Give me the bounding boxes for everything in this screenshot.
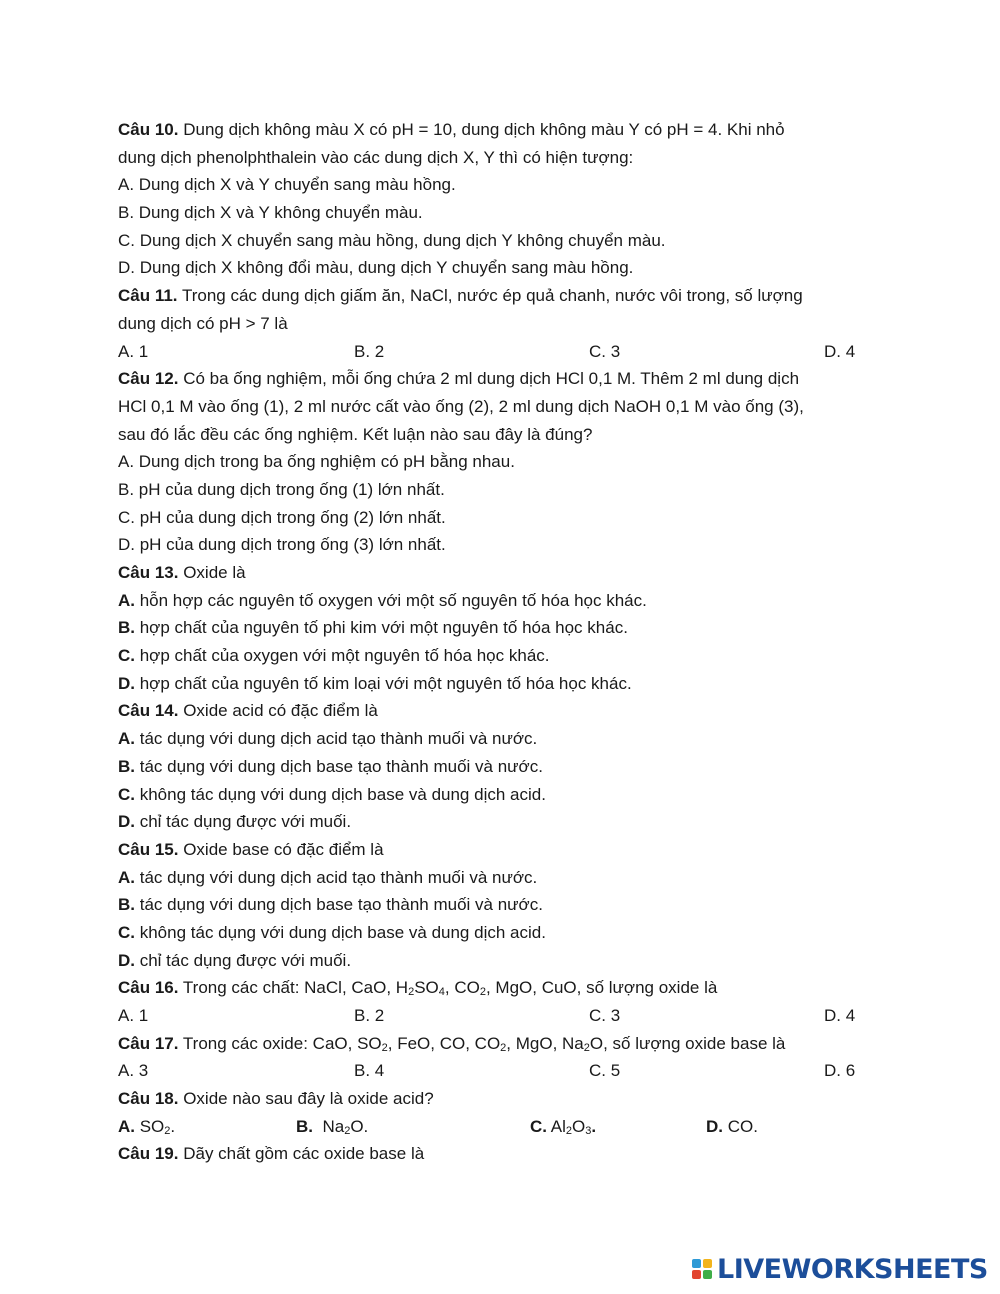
question-16-option-d[interactable]: D. 4 [824, 1006, 856, 1025]
question-13-option-c[interactable]: C. hợp chất của oxygen với một nguyên tố hóa học khác. [118, 646, 550, 666]
question-18-stem: Câu 18. Oxide nào sau đây là oxide acid? [118, 1089, 434, 1109]
question-number: Câu 19. [118, 1144, 179, 1164]
question-number: Câu 13. [118, 563, 179, 582]
question-18-option-a[interactable]: A. $SO_2$. [118, 1116, 176, 1137]
question-12-option-c[interactable]: C. pH của dung dịch trong ống (2) lớn nhất. [118, 507, 446, 527]
question-10-stem-cont: dung dịch phenolphthalein vào các dung dịch X, Y thì có hiện tượng: [118, 147, 634, 167]
question-10-option-a[interactable]: A. Dung dịch X và Y chuyển sang màu hồng. [118, 175, 456, 195]
question-18-option-d[interactable]: D. CO. [706, 1116, 758, 1136]
question-11-stem: Câu 11. Trong các dung dịch giấm ăn, NaCl, nước ép quả chanh, nước vôi trong, số lượng [118, 286, 803, 306]
question-number: Câu 15. [118, 839, 179, 859]
question-number: Câu 17. [118, 1033, 179, 1053]
question-number: Câu 16. [118, 978, 179, 998]
question-17-option-a[interactable]: A. 3 [118, 1061, 149, 1081]
question-12-stem: Câu 12. Có ba ống nghiệm, mỗi ống chứa 2 ml dung dịch HCl 0,1 M. Thêm 2 ml dung dịch [118, 369, 800, 389]
question-11-option-a[interactable]: A. 1 [118, 341, 149, 361]
question-11-option-d[interactable]: D. 4 [824, 341, 856, 361]
question-15-option-d[interactable]: D. chỉ tác dụng được với muối. [118, 950, 352, 970]
question-15-option-c[interactable]: C. không tác dụng với dung dịch base và dung dịch acid. [118, 922, 546, 942]
question-11-stem-cont: dung dịch có pH > 7 là [118, 313, 288, 333]
logo-mark-icon [692, 1259, 712, 1279]
question-14-option-a[interactable]: A. tác dụng với dung dịch acid tạo thành muối và nước. [118, 729, 538, 749]
logo-text: LIVEWORKSHEETS [717, 1253, 988, 1285]
question-14-option-c[interactable]: C. không tác dụng với dung dịch base và dung dịch acid. [118, 784, 546, 804]
question-number: Câu 10. [118, 120, 179, 139]
question-16-options [118, 1002, 878, 1030]
question-18-option-c[interactable]: C. $Al_2O_3$. [530, 1116, 597, 1137]
question-11-option-b[interactable]: B. 2 [354, 341, 385, 361]
question-10-option-b[interactable]: B. Dung dịch X và Y không chuyển màu. [118, 203, 423, 223]
question-11-options [118, 338, 878, 366]
question-11-option-c[interactable]: C. 3 [589, 341, 621, 361]
question-18-option-b[interactable]: B. $Na_2O$. [296, 1116, 369, 1137]
question-18-options [118, 1113, 878, 1141]
question-16-option-a[interactable]: A. 1 [118, 1006, 149, 1025]
question-number: Câu 18. [118, 1089, 179, 1109]
question-16-stem: Câu 16. Trong các chất: NaCl, CaO, $H_2SO_4$, $CO_2$, MgO, CuO, số lượng oxide là [118, 978, 718, 999]
question-13-option-d[interactable]: D. hợp chất của nguyên tố kim loại với một nguyên tố hóa học khác. [118, 673, 632, 693]
question-13-option-b[interactable]: B. hợp chất của nguyên tố phi kim với một nguyên tố hóa học khác. [118, 618, 628, 638]
question-16-option-c[interactable]: C. 3 [589, 1006, 621, 1025]
question-17-stem: Câu 17. Trong các oxide: CaO, $SO_2$, FeO, CO, $CO_2$, MgO, $Na_2O$, số lượng oxide base là [118, 1033, 786, 1054]
question-17-option-c[interactable]: C. 5 [589, 1061, 621, 1081]
question-number: Câu 14. [118, 701, 179, 721]
question-12-option-b[interactable]: B. pH của dung dịch trong ống (1) lớn nhất. [118, 479, 445, 499]
question-13-stem: Câu 13. Oxide là [118, 563, 246, 582]
question-number: Câu 11. [118, 286, 178, 306]
worksheet-page [118, 116, 878, 1168]
question-12-option-d[interactable]: D. pH của dung dịch trong ống (3) lớn nhất. [118, 535, 446, 555]
question-15-option-a[interactable]: A. tác dụng với dung dịch acid tạo thành muối và nước. [118, 867, 538, 887]
question-10-option-d[interactable]: D. Dung dịch X không đổi màu, dung dịch Y chuyển sang màu hồng. [118, 258, 634, 278]
question-17-options [118, 1057, 878, 1085]
question-17-option-b[interactable]: B. 4 [354, 1061, 385, 1081]
question-15-option-b[interactable]: B. tác dụng với dung dịch base tạo thành muối và nước. [118, 895, 543, 915]
question-14-option-b[interactable]: B. tác dụng với dung dịch base tạo thành muối và nước. [118, 756, 543, 776]
question-15-stem: Câu 15. Oxide base có đặc điểm là [118, 839, 384, 859]
question-number: Câu 12. [118, 369, 179, 389]
question-17-option-d[interactable]: D. 6 [824, 1061, 856, 1081]
question-16-option-b[interactable]: B. 2 [354, 1006, 385, 1025]
question-13-option-a[interactable]: A. hỗn hợp các nguyên tố oxygen với một số nguyên tố hóa học khác. [118, 590, 647, 610]
question-12-stem-cont: HCl 0,1 M vào ống (1), 2 ml nước cất vào ống (2), 2 ml dung dịch NaOH 0,1 M vào ống (3), [118, 396, 804, 416]
question-10-stem: Câu 10. Dung dịch không màu X có pH = 10, dung dịch không màu Y có pH = 4. Khi nhỏ [118, 120, 785, 139]
question-19-stem: Câu 19. Dãy chất gồm các oxide base là [118, 1144, 425, 1164]
question-10-option-c[interactable]: C. Dung dịch X chuyển sang màu hồng, dung dịch Y không chuyển màu. [118, 230, 666, 250]
question-14-stem: Câu 14. Oxide acid có đặc điểm là [118, 701, 378, 721]
question-14-option-d[interactable]: D. chỉ tác dụng được với muối. [118, 812, 352, 832]
question-12-stem-cont: sau đó lắc đều các ống nghiệm. Kết luận nào sau đây là đúng? [118, 424, 593, 444]
liveworksheets-logo[interactable] [692, 1252, 988, 1286]
question-12-option-a[interactable]: A. Dung dịch trong ba ống nghiệm có pH bằng nhau. [118, 452, 515, 472]
